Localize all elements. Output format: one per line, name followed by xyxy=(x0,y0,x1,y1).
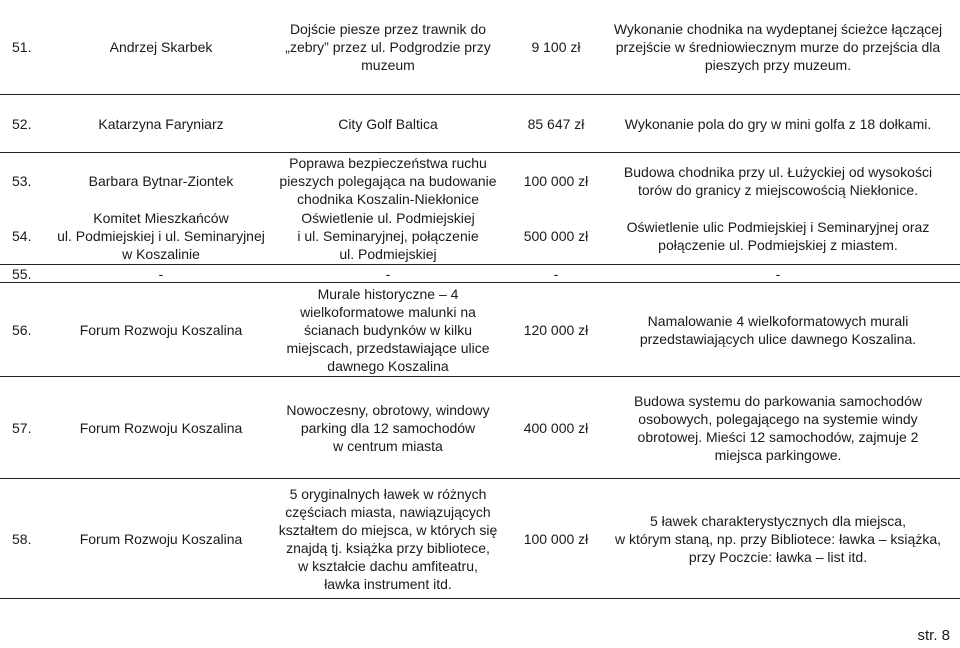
row-divider xyxy=(0,598,960,599)
description-cell: Budowa systemu do parkowania samochodów osobowych, polegającego na systemie windy obrotowej. Mieści 12 samochodów, zajmuje 2 miejsca parkingowe. xyxy=(634,392,922,463)
cost-cell: 100 000 zł xyxy=(523,530,589,547)
row-number: 53. xyxy=(12,173,32,189)
project-cell: Oświetlenie ul. Podmiejskiej i ul. Seminaryjnej, połączenie ul. Podmiejskiej xyxy=(297,209,479,262)
description-cell: Namalowanie 4 wielkoformatowych murali przedstawiających ulice dawnego Koszalina. xyxy=(639,312,917,347)
author-cell: Katarzyna Faryniarz xyxy=(98,115,224,132)
row-number: 54. xyxy=(12,227,32,244)
table-row xyxy=(0,153,960,209)
row-number: 51. xyxy=(12,39,32,55)
cost-cell: 120 000 zł xyxy=(523,321,589,338)
row-number: 56. xyxy=(12,321,32,338)
table-row xyxy=(0,479,960,598)
row-number: 52. xyxy=(12,115,32,132)
table-row xyxy=(0,377,960,478)
cost-cell: 500 000 zł xyxy=(523,227,589,244)
description-cell: Wykonanie chodnika na wydeptanej ścieżce łączącej przejście w średniowiecznym murze do przejścia dla pieszych przy muzeum. xyxy=(613,21,943,73)
project-cell: City Golf Baltica xyxy=(338,115,438,132)
description-cell: Wykonanie pola do gry w mini golfa z 18 dołkami. xyxy=(624,115,932,132)
description-cell: 5 ławek charakterystycznych dla miejsca, w którym staną, np. przy Bibliotece: ławka – książka, przy Poczcie: ławka – list itd. xyxy=(614,512,942,565)
cost-cell: 9 100 zł xyxy=(531,39,581,55)
cost-cell: 400 000 zł xyxy=(523,419,589,436)
project-cell: Dojście piesze przez trawnik do „zebry” przez ul. Podgrodzie przy muzeum xyxy=(285,21,491,73)
table-row xyxy=(0,207,960,264)
project-cell: Murale historyczne – 4 wielkoformatowe malunki na ścianach budynków w kilku miejscach, przedstawiające ulice dawnego Koszalina xyxy=(286,285,490,374)
description-cell: - xyxy=(775,265,781,282)
author-cell: - xyxy=(158,265,164,282)
description-cell: Budowa chodnika przy ul. Łużyckiej od wysokości torów do granicy z miejscowością Niekłonice. xyxy=(623,164,933,198)
cost-cell: - xyxy=(553,265,559,282)
author-cell: Forum Rozwoju Koszalina xyxy=(79,321,243,338)
author-cell: Forum Rozwoju Koszalina xyxy=(79,530,243,547)
project-cell: - xyxy=(385,265,391,282)
project-cell: 5 oryginalnych ławek w różnych częściach miasta, nawiązujących kształtem do miejsca, w których się znajdą tj. książka przy bibliotece, w kształcie dachu amfiteatru, ławka instrument itd. xyxy=(278,485,498,592)
page-number: str. 8 xyxy=(917,627,950,644)
description-cell: Oświetlenie ulic Podmiejskiej i Seminaryjnej oraz połączenie ul. Podmiejskiej z miastem. xyxy=(626,218,930,253)
author-cell: Barbara Bytnar-Ziontek xyxy=(88,173,234,189)
table-row xyxy=(0,95,960,152)
cost-cell: 85 647 zł xyxy=(527,115,585,132)
cost-cell: 100 000 zł xyxy=(523,173,589,189)
project-cell: Nowoczesny, obrotowy, windowy parking dla 12 samochodów w centrum miasta xyxy=(286,401,490,454)
table-row xyxy=(0,265,960,282)
author-cell: Andrzej Skarbek xyxy=(109,39,213,55)
row-number: 57. xyxy=(12,419,32,436)
row-number: 58. xyxy=(12,530,32,547)
row-number: 55. xyxy=(12,265,32,282)
author-cell: Komitet Mieszkańców ul. Podmiejskiej i ul. Seminaryjnej w Koszalinie xyxy=(57,209,265,262)
table-row xyxy=(0,283,960,376)
author-cell: Forum Rozwoju Koszalina xyxy=(79,419,243,436)
table-row xyxy=(0,0,960,94)
project-cell: Poprawa bezpieczeństwa ruchu pieszych polegająca na budowanie chodnika Koszalin-Niekłonice xyxy=(279,155,497,207)
